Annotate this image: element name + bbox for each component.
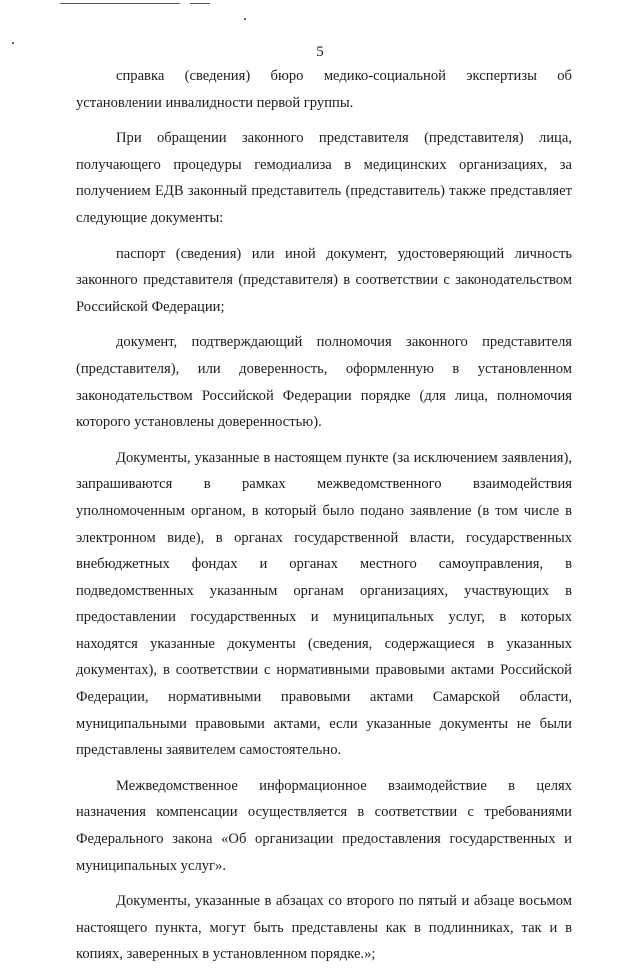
paragraph: Документы, указанные в абзацах со второго по пятый и абзаце восьмом настоящего пункта, могут быть представлены как в подлинниках, так и в копиях, заверенных в установленном порядке.»; [76,893,572,963]
scan-artifact-line [60,3,180,4]
paragraph: При обращении законного представителя (представителя) лица, получающего процедуры гемодиализа в медицинских организациях, за получением ЕДВ законный представитель (представитель) также представляет следующие документы: [76,130,572,226]
scan-artifact-line [190,3,210,4]
document-body [76,63,572,968]
page-number: 5 [316,44,324,60]
paragraph: справка (сведения) бюро медико-социальной экспертизы об установлении инвалидности первой группы. [76,68,572,111]
paragraph: Документы, указанные в настоящем пункте (за исключением заявления), запрашиваются в рамках межведомственного взаимодействия уполномоченным органом, в который было подано заявление (в том числе в электронном виде), в органах государственной власти, государственных внебюджетных фондах и органах местного самоуправления, в подведомственных указанным органам организациях, участвующих в предоставлении государственных и муниципальных услуг, в которых находятся указанные документы (сведения, содержащиеся в указанных документах), в соответствии с нормативными правовыми актами Российской Федерации, нормативными правовыми актами Самарской области, муниципальными правовыми актами, если указанные документы не были представлены заявителем самостоятельно. [76,449,572,759]
paragraph: документ, подтверждающий полномочия законного представителя (представителя), или доверенность, оформленную в установленном законодательством Российской Федерации порядке (для лица, полномочия которого установлены доверенностью). [76,334,572,431]
scan-artifact-dot [244,18,246,20]
paragraph: паспорт (сведения) или иной документ, удостоверяющий личность законного представителя (представителя) в соответствии с законодательством Российской Федерации; [76,245,572,315]
paragraph: Межведомственное информационное взаимодействие в целях назначения компенсации осуществляется в соответствии с требованиями Федерального закона «Об организации предоставления государственных и муниципальных услуг». [76,777,572,874]
